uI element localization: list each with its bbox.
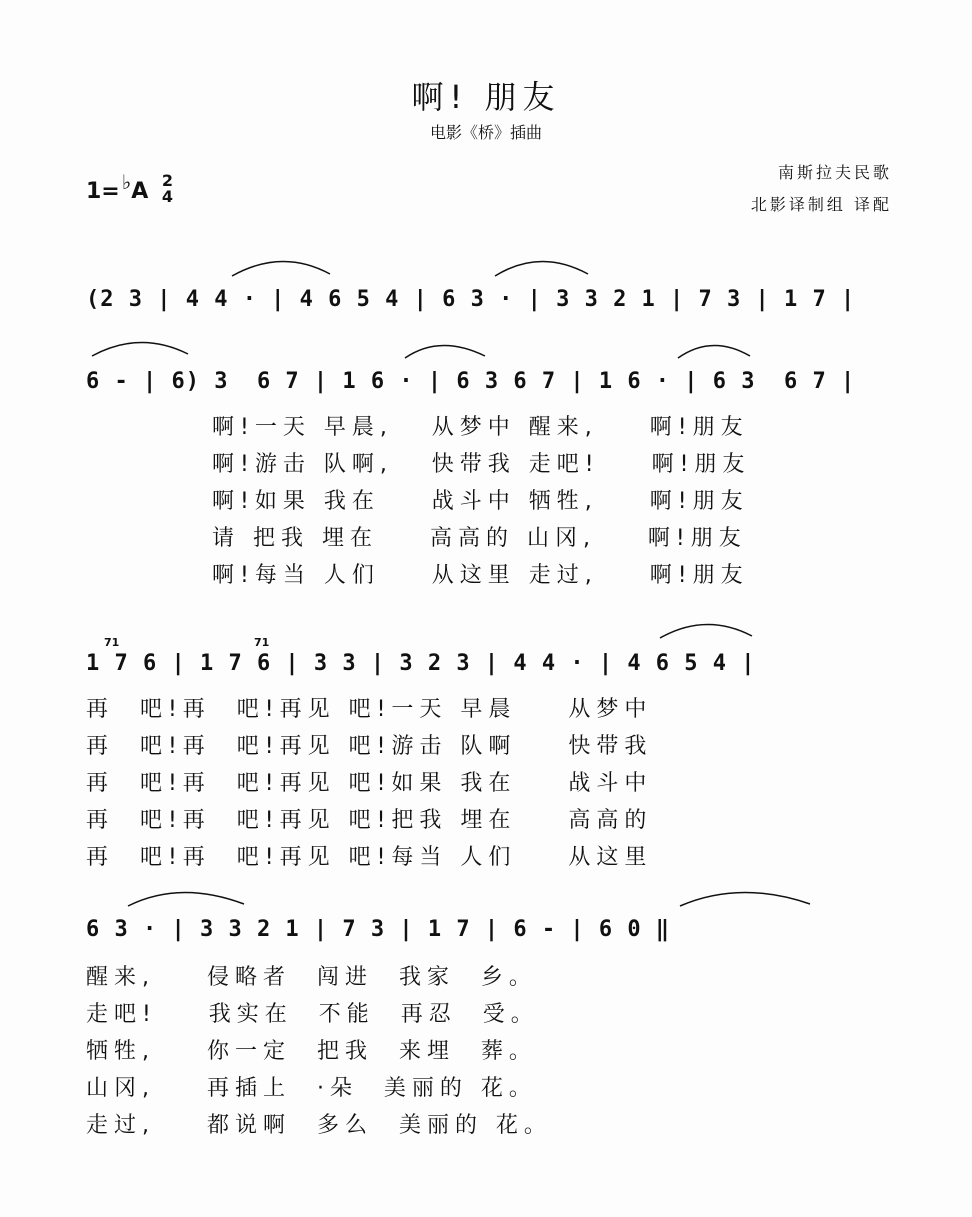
system-3-lyric-4: 再 吧!再 吧!再见 吧!把我 埋在 高高的: [86, 808, 653, 833]
song-title: 啊! 朋友: [411, 78, 561, 116]
time-bottom: 4: [161, 187, 174, 206]
system-4-lyric-2: 走吧! 我实在 不能 再忍 受。: [86, 1002, 539, 1027]
arranger-credit: 北影译制组 译配: [750, 195, 892, 214]
flat-symbol: ♭: [121, 170, 132, 194]
system-3-notes: 1 7 6 | 1 7 6 | 3 3 | 3 2 3 | 4 4 · | 4 6 5 4 |: [86, 651, 756, 676]
song-subtitle: 电影《桥》插曲: [429, 123, 542, 142]
system-3-lyric-3: 再 吧!再 吧!再见 吧!如果 我在 战斗中: [86, 771, 653, 796]
grace-note-1: 71: [104, 636, 120, 649]
system-4-lyric-5: 走过, 都说啊 多么 美丽的 花。: [86, 1113, 552, 1138]
system-4-lyric-1: 醒来, 侵略者 闯进 我家 乡。: [86, 965, 537, 990]
system-2-lyric-5: 啊!每当 人们 从这里 走过, 啊!朋友: [212, 563, 749, 588]
time-top: 2: [161, 171, 174, 190]
slur: [680, 892, 810, 906]
slur: [128, 892, 244, 906]
system-3-lyric-5: 再 吧!再 吧!再见 吧!每当 人们 从这里: [86, 845, 653, 870]
system-4-lyric-4: 山冈, 再插上 ·朵 美丽的 花。: [86, 1076, 537, 1101]
system-4-lyric-3: 牺牲, 你一定 把我 来埋 葬。: [86, 1039, 537, 1064]
key-note: A: [131, 179, 149, 204]
key-prefix: 1=: [86, 179, 120, 204]
system-4-notes: 6 3 · | 3 3 2 1 | 7 3 | 1 7 | 6 - | 6 0 ‖: [86, 917, 671, 942]
system-3-lyric-2: 再 吧!再 吧!再见 吧!游击 队啊 快带我: [86, 734, 653, 759]
system-2-lyric-3: 啊!如果 我在 战斗中 牺牲, 啊!朋友: [212, 489, 749, 514]
grace-note-2: 71: [254, 636, 270, 649]
system-2-notes: 6 - | 6) 3 6 7 | 1 6 · | 6 3 6 7 | 1 6 · | 6 3 6 7 |: [86, 369, 856, 394]
system-2-lyric-2: 啊!游击 队啊, 快带我 走吧! 啊!朋友: [212, 452, 751, 477]
system-2-lyric-1: 啊!一天 早晨, 从梦中 醒来, 啊!朋友: [212, 415, 749, 440]
system-2-lyric-4: 请 把我 埋在 高高的 山冈, 啊!朋友: [212, 526, 747, 551]
system-3-lyric-1: 再 吧!再 吧!再见 吧!一天 早晨 从梦中: [86, 697, 653, 722]
system-1-notes: (2 3 | 4 4 · | 4 6 5 4 | 6 3 · | 3 3 2 1 | 7 3 | 1 7 |: [86, 287, 856, 312]
origin-credit: 南斯拉夫民歌: [777, 163, 892, 182]
